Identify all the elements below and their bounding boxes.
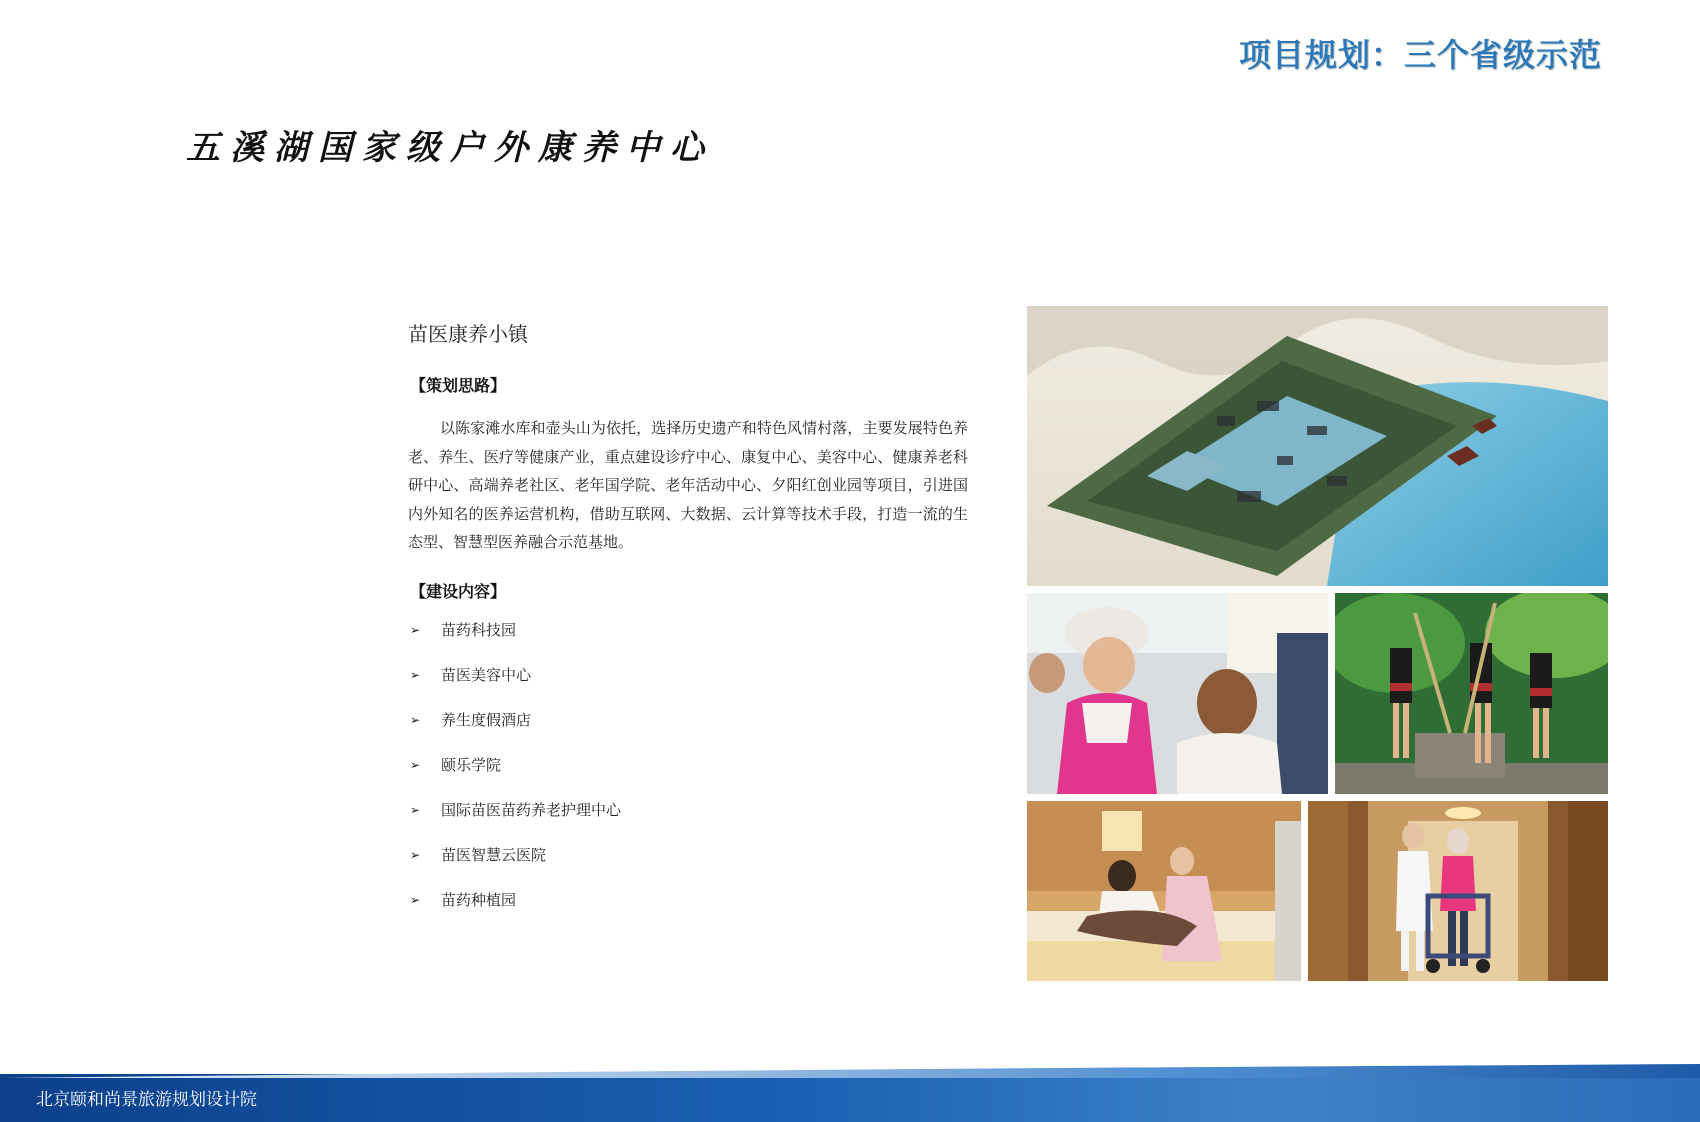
list-item	[408, 800, 968, 845]
construction-list	[408, 620, 968, 935]
arrow-bullet-icon: ➢	[410, 892, 421, 907]
list-item	[408, 665, 968, 710]
list-item	[408, 845, 968, 890]
arrow-bullet-icon: ➢	[410, 802, 421, 817]
planning-paragraph: 以陈家滩水库和壶头山为依托，选择历史遗产和特色风情村落，主要发展特色养老、养生、医疗等健康产业，重点建设诊疗中心、康复中心、美容中心、健康养老科研中心、高端养老社区、老年国学院、老年活动中心、夕阳红创业园等项目，引进国内外知名的医养运营机构，借助互联网、大数据、云计算等技术手段，打造一流的生态型、智慧型医养融合示范基地。	[408, 419, 968, 552]
aerial-masterplan-image	[1027, 306, 1608, 586]
list-item-label: 国际苗医苗药养老护理中心	[441, 800, 622, 819]
list-item-label: 颐乐学院	[441, 755, 502, 774]
list-item-label: 养生度假酒店	[441, 710, 532, 729]
elderly-care-photo	[1027, 801, 1301, 981]
arrow-bullet-icon: ➢	[410, 667, 421, 682]
list-item-label: 苗药种植园	[441, 890, 517, 909]
list-item	[408, 710, 968, 755]
arrow-bullet-icon: ➢	[410, 622, 421, 637]
section-title: 苗医康养小镇	[408, 322, 528, 346]
list-item-label: 苗医智慧云医院	[441, 845, 547, 864]
footer-organization: 北京颐和尚景旅游规划设计院	[36, 1090, 257, 1110]
planning-heading: 【策划思路】	[410, 376, 507, 395]
list-item	[408, 890, 968, 935]
ethnic-dance-photo	[1335, 593, 1608, 794]
main-content	[408, 318, 968, 935]
list-item-label: 苗药科技园	[441, 620, 517, 639]
miao-costume-photo	[1027, 593, 1328, 794]
list-item-label: 苗医美容中心	[441, 665, 532, 684]
construction-heading: 【建设内容】	[410, 581, 507, 601]
list-item	[408, 755, 968, 800]
arrow-bullet-icon: ➢	[410, 712, 421, 727]
arrow-bullet-icon: ➢	[410, 757, 421, 772]
page-heading: 五溪湖国家级户外康养中心	[186, 128, 714, 168]
walker-assistance-photo	[1308, 801, 1608, 981]
list-item	[408, 620, 968, 665]
header-title: 项目规划：三个省级示范	[1238, 36, 1602, 74]
footer-band	[0, 1074, 1700, 1122]
arrow-bullet-icon: ➢	[410, 847, 421, 862]
